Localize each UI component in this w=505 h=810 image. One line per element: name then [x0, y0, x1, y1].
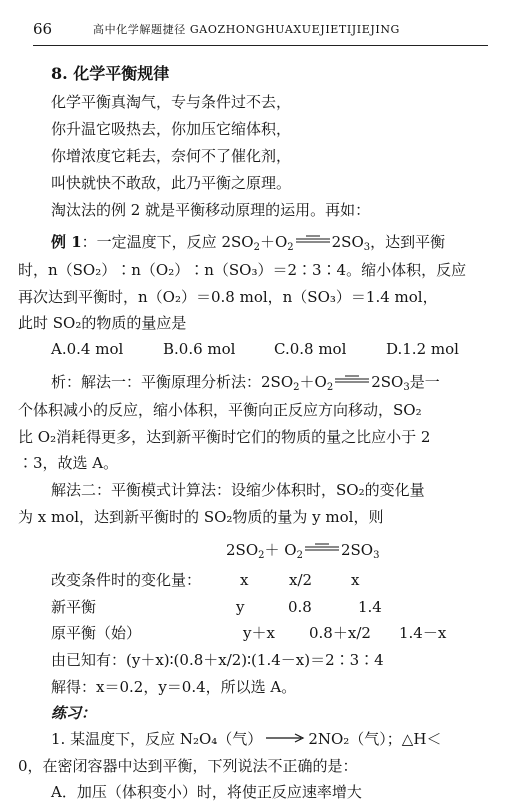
example-line-3: 再次达到平衡时，n（O₂）＝0.8 mol，n（SO₃）＝1.4 mol，	[18, 288, 438, 306]
poem-line-3: 你增浓度它耗去，奈何不了催化剂，	[51, 147, 292, 165]
calc-row-cell: x	[240, 571, 249, 589]
poem-line-2: 你升温它吸热去，你加压它缩体积，	[51, 120, 292, 138]
method2-line-1: 解法二：平衡模式计算法：设缩少体积时，SO₂的变化量	[51, 481, 425, 499]
calc-row-cell: y＋x	[243, 624, 275, 642]
calc-row-cell: 1.4	[358, 598, 382, 616]
solution-line: 解得：x＝0.2，y＝0.4，所以选 A。	[51, 678, 297, 696]
example-line-2: 时，n（SO₂）∶n（O₂）∶n（SO₃）＝2∶3∶4。缩小体积，反应	[18, 261, 467, 279]
calc-row-cell: 0.8	[288, 598, 312, 616]
analysis-line-4: ∶3，故选 A。	[18, 454, 119, 472]
equilibrium-arrow-icon	[296, 234, 330, 248]
method2-line-2: 为 x mol，达到新平衡时的 SO₂物质的量为 y mol，则	[18, 508, 384, 526]
calc-row-label: 原平衡（始）	[51, 624, 142, 642]
poem-line-1: 化学平衡真淘气，专与条件过不去，	[51, 93, 292, 111]
calc-row-cell: y	[236, 598, 245, 616]
calc-row-cell: 1.4－x	[399, 624, 447, 642]
reaction-arrow-icon	[265, 730, 305, 744]
page-header	[0, 0, 505, 48]
calc-row-label: 改变条件时的变化量：	[51, 571, 202, 589]
calc-row-cell: 0.8＋x/2	[309, 624, 371, 642]
practice-q1-line-1: 1. 某温度下，反应 N₂O₄（气） 2NO₂（气）；△H＜	[51, 730, 442, 748]
analysis-line-3: 比 O₂消耗得更多，达到新平衡时它们的物质的量之比应小于 2	[18, 428, 431, 446]
running-title: 高中化学解题捷径 GAOZHONGHUAXUEJIETIJIEJING	[93, 23, 400, 36]
practice-heading: 练习：	[51, 704, 97, 722]
example-line-1: 例 1：一定温度下，反应 $2SO_2+O_2$ $2SO_3$，达到平衡	[51, 233, 446, 253]
calc-row-label: 新平衡	[51, 598, 97, 616]
known-relation: 由已知有：(y＋x)∶(0.8＋x/2)∶(1.4－x)＝2∶3∶4	[51, 651, 384, 669]
calc-row-cell: x/2	[289, 571, 313, 589]
page-number: 66	[33, 20, 53, 38]
practice-q1-line-2: 0，在密闭容器中达到平衡，下列说法不正确的是：	[18, 757, 358, 775]
section-heading: 8. 化学平衡规律	[51, 64, 170, 83]
example-label: 例 1	[51, 233, 82, 251]
analysis-line-2: 个体积减小的反应，缩小体积，平衡向正反应方向移动，SO₂	[18, 401, 422, 419]
poem-line-4: 叫快就快不敢敌，此乃平衡之原理。	[51, 174, 292, 192]
equilibrium-arrow-icon	[305, 542, 339, 556]
option-a: A.0.4 mol	[51, 340, 124, 358]
intro-paragraph: 淘汰法的例 2 就是平衡移动原理的运用。再如：	[51, 201, 371, 219]
example-line-4: 此时 SO₂的物质的量应是	[18, 314, 187, 332]
equilibrium-arrow-icon	[335, 374, 369, 388]
calc-row-cell: x	[351, 571, 360, 589]
option-b: B.0.6 mol	[163, 340, 236, 358]
practice-q1-option-a: A．加压（体积变小）时，将使正反应速率增大	[51, 783, 362, 801]
option-c: C.0.8 mol	[274, 340, 347, 358]
option-d: D.1.2 mol	[386, 340, 459, 358]
header-rule	[33, 45, 488, 46]
reaction-equation: $2SO_2+ O_2$ $2SO_3$	[226, 541, 380, 561]
analysis-line-1: 析：解法一：平衡原理分析法：$2SO_2+O_2$ $2SO_3$是一	[51, 373, 440, 393]
